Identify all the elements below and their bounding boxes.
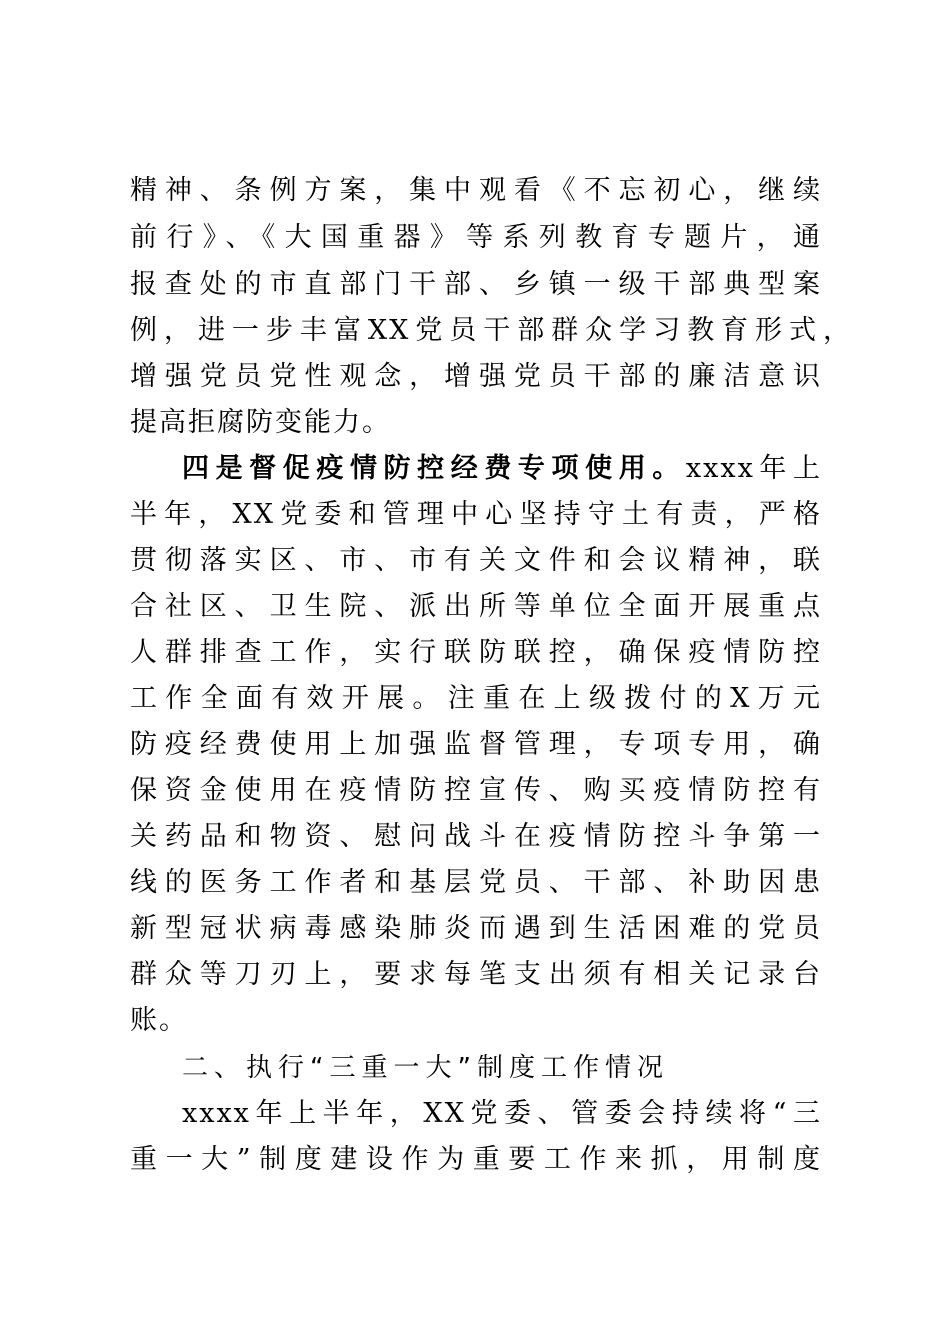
body-line: 报查处的市直部门干部、乡镇一级干部典型案: [130, 269, 822, 300]
body-line: 保资金使用在疫情防控宣传、购买疫情防控有: [130, 775, 822, 806]
section-heading: 二、执行“三重一大”制度工作情况: [182, 1053, 669, 1083]
body-line: 前行》、《大国重器》等系列教育专题片，通: [130, 222, 822, 253]
body-line: 重一大”制度建设作为重要工作来抓，用制度: [130, 1144, 822, 1175]
body-line: 提高拒腐防变能力。: [130, 407, 391, 438]
body-line: 群众等刀刃上，要求每笔支出须有相关记录台: [130, 959, 822, 990]
body-line: 账。: [130, 1005, 188, 1036]
bold-lead-sentence: 四是督促疫情防控经费专项使用。: [182, 453, 686, 484]
body-line: 合社区、卫生院、派出所等单位全面开展重点: [130, 591, 822, 622]
body-line: 线的医务工作者和基层党员、干部、补助因患: [130, 867, 822, 898]
body-line: 半年，XX党委和管理中心坚持守土有责，严格: [130, 499, 822, 530]
body-line: 防疫经费使用上加强监督管理，专项专用，确: [130, 729, 822, 760]
body-line: 贯彻落实区、市、市有关文件和会议精神，联: [130, 545, 822, 576]
body-line: 关药品和物资、慰问战斗在疫情防控斗争第一: [130, 821, 822, 852]
body-line: 精神、条例方案，集中观看《不忘初心，继续: [130, 175, 822, 206]
paragraph-first-line: [182, 446, 822, 492]
body-line: 人群排查工作，实行联防联控，确保疫情防控: [130, 637, 822, 668]
body-line: 工作全面有效开展。注重在上级拨付的X万元: [130, 683, 822, 714]
paragraph-first-line: xxxx年上半年，XX党委、管委会持续将“三: [182, 1098, 822, 1129]
body-line: 新型冠状病毒感染肺炎而遇到生活困难的党员: [130, 913, 822, 944]
first-line-rest: xxxx年上: [685, 453, 823, 484]
body-line: 增强党员党性观念，增强党员干部的廉洁意识: [130, 361, 822, 392]
body-line: 例，进一步丰富XX党员干部群众学习教育形式，: [130, 315, 852, 346]
